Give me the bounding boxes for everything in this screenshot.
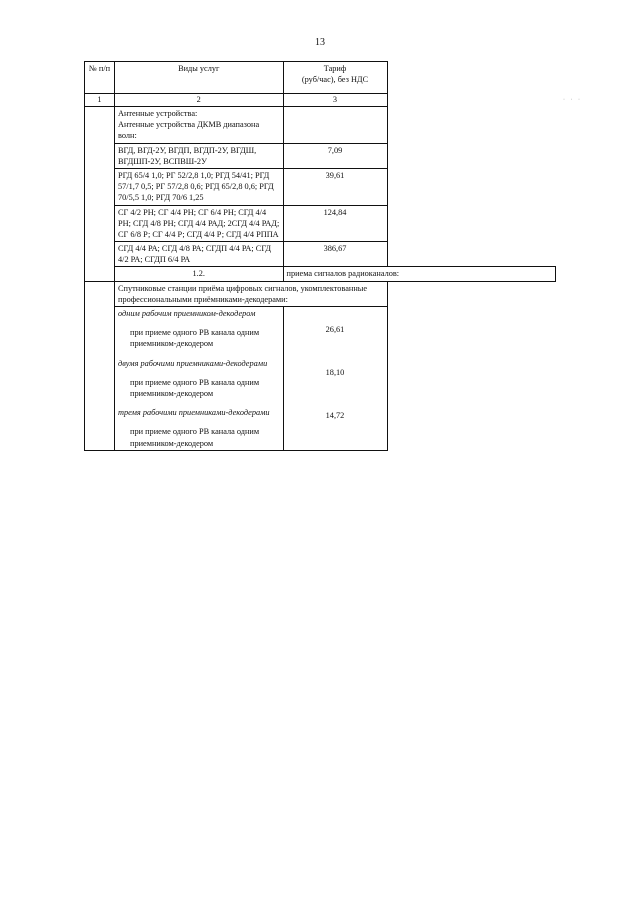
header-service: Виды услуг [115, 62, 284, 94]
table-row [85, 168, 556, 205]
empty-tariff-cell [283, 107, 387, 144]
antenna-title-cell [115, 107, 284, 144]
section-number: 1.2. [115, 267, 284, 281]
tariff-cell: 124,84 [283, 205, 387, 242]
group-label: двумя рабочими приемниками-декодерами [118, 358, 268, 368]
antenna-title-row [85, 107, 556, 144]
empty-number-cell [85, 107, 115, 282]
group-item: при приеме одного РВ канала одним приемником-декодером [130, 427, 260, 448]
header-number: № п/п [85, 62, 115, 94]
section-description-row [85, 281, 556, 306]
table-header-row [85, 62, 556, 94]
antenna-subtitle: Антенные устройства ДКМВ диапазона волн: [118, 120, 260, 141]
table-row [85, 205, 556, 242]
header-tariff-title: Тариф [323, 64, 347, 73]
tariff-cell: 39,61 [283, 168, 387, 205]
header-tariff-unit: (руб/час), без НДС [301, 75, 369, 85]
group-label: тремя рабочими приемниками-декодерами [118, 408, 270, 418]
service-cell: ВГД, ВГД-2У, ВГДП, ВГДП-2У, ВГДШ, ВГДШП-2У, ВСПВШ-2У [115, 143, 284, 168]
group-item: при приеме одного РВ канала одним приемником-декодером [130, 377, 260, 398]
index-cell-1: 1 [85, 94, 115, 107]
decoder-group-row [85, 307, 556, 451]
section-heading-row [85, 267, 556, 281]
page-number: 13 [315, 37, 325, 48]
empty-number-cell [85, 281, 115, 306]
service-cell: СГД 4/4 РА; СГД 4/8 РА; СГДП 4/4 РА; СГД 4/2 РА; СГДП 6/4 РА [115, 242, 284, 267]
empty-number-cell [85, 307, 115, 451]
tariff-table [84, 61, 556, 451]
table-row [85, 143, 556, 168]
antenna-title: Антенные устройства: [118, 109, 198, 118]
tariff-cell: 386,67 [283, 242, 387, 267]
table-row [85, 242, 556, 267]
decoder-tariff-cell [283, 307, 387, 451]
index-cell-2: 2 [115, 94, 284, 107]
index-cell-3: 3 [283, 94, 387, 107]
service-cell: РГД 65/4 1,0; РГ 52/2,8 1,0; РГД 54/41; РГД 57/1,7 0,5; РГ 57/2,8 0,6; РГД 65/2,8 0,6; РГД 70/5,5 1,0; РГД 70/6 1,25 [115, 168, 284, 205]
tariff-value: 14,72 [325, 411, 345, 421]
tariff-value: 18,10 [325, 368, 345, 378]
group-label: одним рабочим приемником-декодером [118, 309, 256, 318]
margin-dots: · · · [563, 97, 582, 103]
section-description: Спутниковые станции приёма цифровых сигналов, укомплектованные профессиональными приёмниками-декодерами: [115, 281, 388, 306]
tariff-value: 26,61 [325, 325, 345, 334]
decoder-group-cell [115, 307, 284, 451]
section-title: приема сигналов радиоканалов: [283, 267, 556, 281]
group-item: при приеме одного РВ канала одним приемником-декодером [130, 328, 260, 349]
index-row [85, 94, 556, 107]
service-cell: СГ 4/2 РН; СГ 4/4 РН; СГ 6/4 РН; СГД 4/4 РН; СГД 4/8 РН; СГД 4/4 РАД; 2СГД 4/4 РАД; СГ 6/8 Р; СГ 4/4 Р; СГД 4/4 Р; СГД 4/4 РППА [115, 205, 284, 242]
tariff-cell: 7,09 [283, 143, 387, 168]
header-tariff [283, 62, 387, 94]
